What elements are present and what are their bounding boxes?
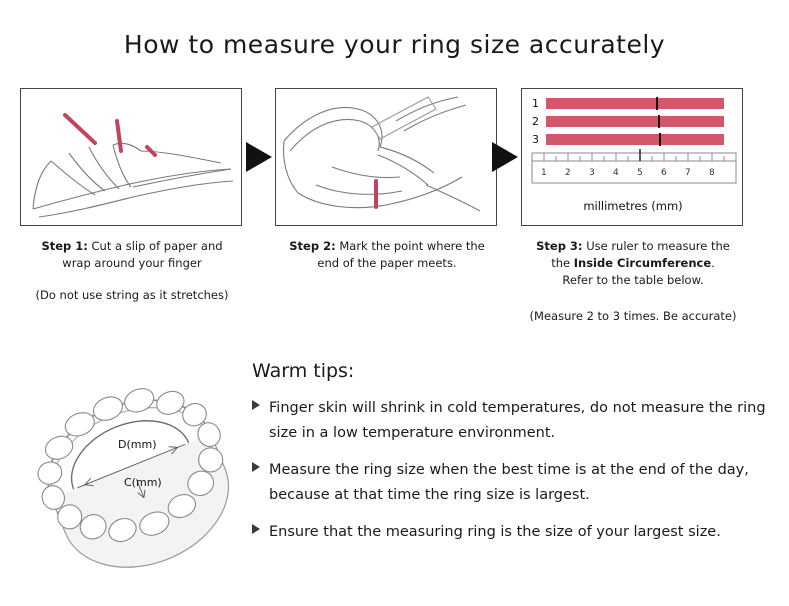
strip-2-mark xyxy=(658,115,660,128)
ruler-number-8: 8 xyxy=(709,168,715,178)
step-1-caption-line1: Cut a slip of paper and xyxy=(91,239,223,253)
ring-diameter-label: D(mm) xyxy=(118,438,157,451)
ruler-number-4: 4 xyxy=(613,168,619,178)
warm-tips-heading: Warm tips: xyxy=(252,360,355,382)
ruler-number-1: 1 xyxy=(541,168,547,178)
step-2-number: Step 2: xyxy=(289,239,336,253)
step-3-caption-line3: Refer to the table below. xyxy=(562,273,704,287)
ruler-caption: millimetres (mm) xyxy=(583,199,683,213)
ruler-number-5: 5 xyxy=(637,168,643,178)
bullet-triangle-icon xyxy=(252,400,260,410)
paper-strip-3 xyxy=(546,134,724,145)
tip-item-1 xyxy=(252,396,772,446)
step-1-number: Step 1: xyxy=(41,239,88,253)
inside-circumference-emphasis: Inside Circumference xyxy=(573,256,712,270)
step-3-number: Step 3: xyxy=(536,239,583,253)
paper-strip-2 xyxy=(546,116,724,127)
step-1-caption xyxy=(20,238,244,272)
step-1-caption-line2: wrap around your finger xyxy=(62,256,202,270)
bullet-triangle-icon xyxy=(252,524,260,534)
strip-3-mark xyxy=(659,133,661,146)
step-3 xyxy=(521,88,745,323)
step-3-caption xyxy=(521,238,745,289)
step-2-caption xyxy=(275,238,499,272)
hand-marking-paper-icon xyxy=(276,89,497,226)
strip-label-2: 2 xyxy=(532,115,539,128)
ruler-number-2: 2 xyxy=(565,168,571,178)
paper-strip-1 xyxy=(546,98,724,109)
tip-item-3 xyxy=(252,520,772,545)
step-3-note: (Measure 2 to 3 times. Be accurate) xyxy=(529,309,737,323)
strip-label-1: 1 xyxy=(532,97,539,110)
strip-row-2 xyxy=(532,115,724,128)
step-3-caption-line1: Use ruler to measure the xyxy=(586,239,730,253)
strip-row-3 xyxy=(532,133,724,146)
diamond-ring-icon xyxy=(22,352,250,582)
strip-row-1 xyxy=(532,97,724,110)
strip-1-mark xyxy=(656,97,658,110)
page-title: How to measure your ring size accurately xyxy=(123,30,666,59)
tip-text-3: Ensure that the measuring ring is the size of your largest size. xyxy=(269,524,721,540)
ring-illustration xyxy=(22,352,250,582)
tip-text-2: Measure the ring size when the best time is at the end of the day, because at that time the ring size is largest. xyxy=(269,462,749,503)
warm-tips-section xyxy=(252,360,772,557)
step-1 xyxy=(20,88,244,302)
step-2-caption-line2: end of the paper meets. xyxy=(317,256,457,270)
steps-container xyxy=(18,88,773,338)
step-2-caption-line1: Mark the point where the xyxy=(339,239,485,253)
step-2-illustration xyxy=(275,88,497,226)
ruler-icon xyxy=(522,149,743,199)
step-1-note: (Do not use string as it stretches) xyxy=(35,288,229,302)
arrow-step2-to-step3-icon xyxy=(492,142,518,172)
tip-text-1: Finger skin will shrink in cold temperatures, do not measure the ring size in a low temperature environment. xyxy=(269,400,766,441)
strip-label-3: 3 xyxy=(532,133,539,146)
step-1-illustration xyxy=(20,88,242,226)
bullet-triangle-icon xyxy=(252,462,260,472)
arrow-step1-to-step2-icon xyxy=(246,142,272,172)
step-3-caption-line2: the Inside Circumference. xyxy=(551,256,715,270)
tip-item-2 xyxy=(252,458,772,508)
ruler-number-6: 6 xyxy=(661,168,667,178)
step-3-illustration xyxy=(521,88,743,226)
ruler-number-7: 7 xyxy=(685,168,691,178)
hand-with-paper-strip-icon xyxy=(21,89,242,226)
ring-circumference-label: C(mm) xyxy=(124,476,162,489)
step-2 xyxy=(275,88,499,272)
ruler-number-3: 3 xyxy=(589,168,595,178)
